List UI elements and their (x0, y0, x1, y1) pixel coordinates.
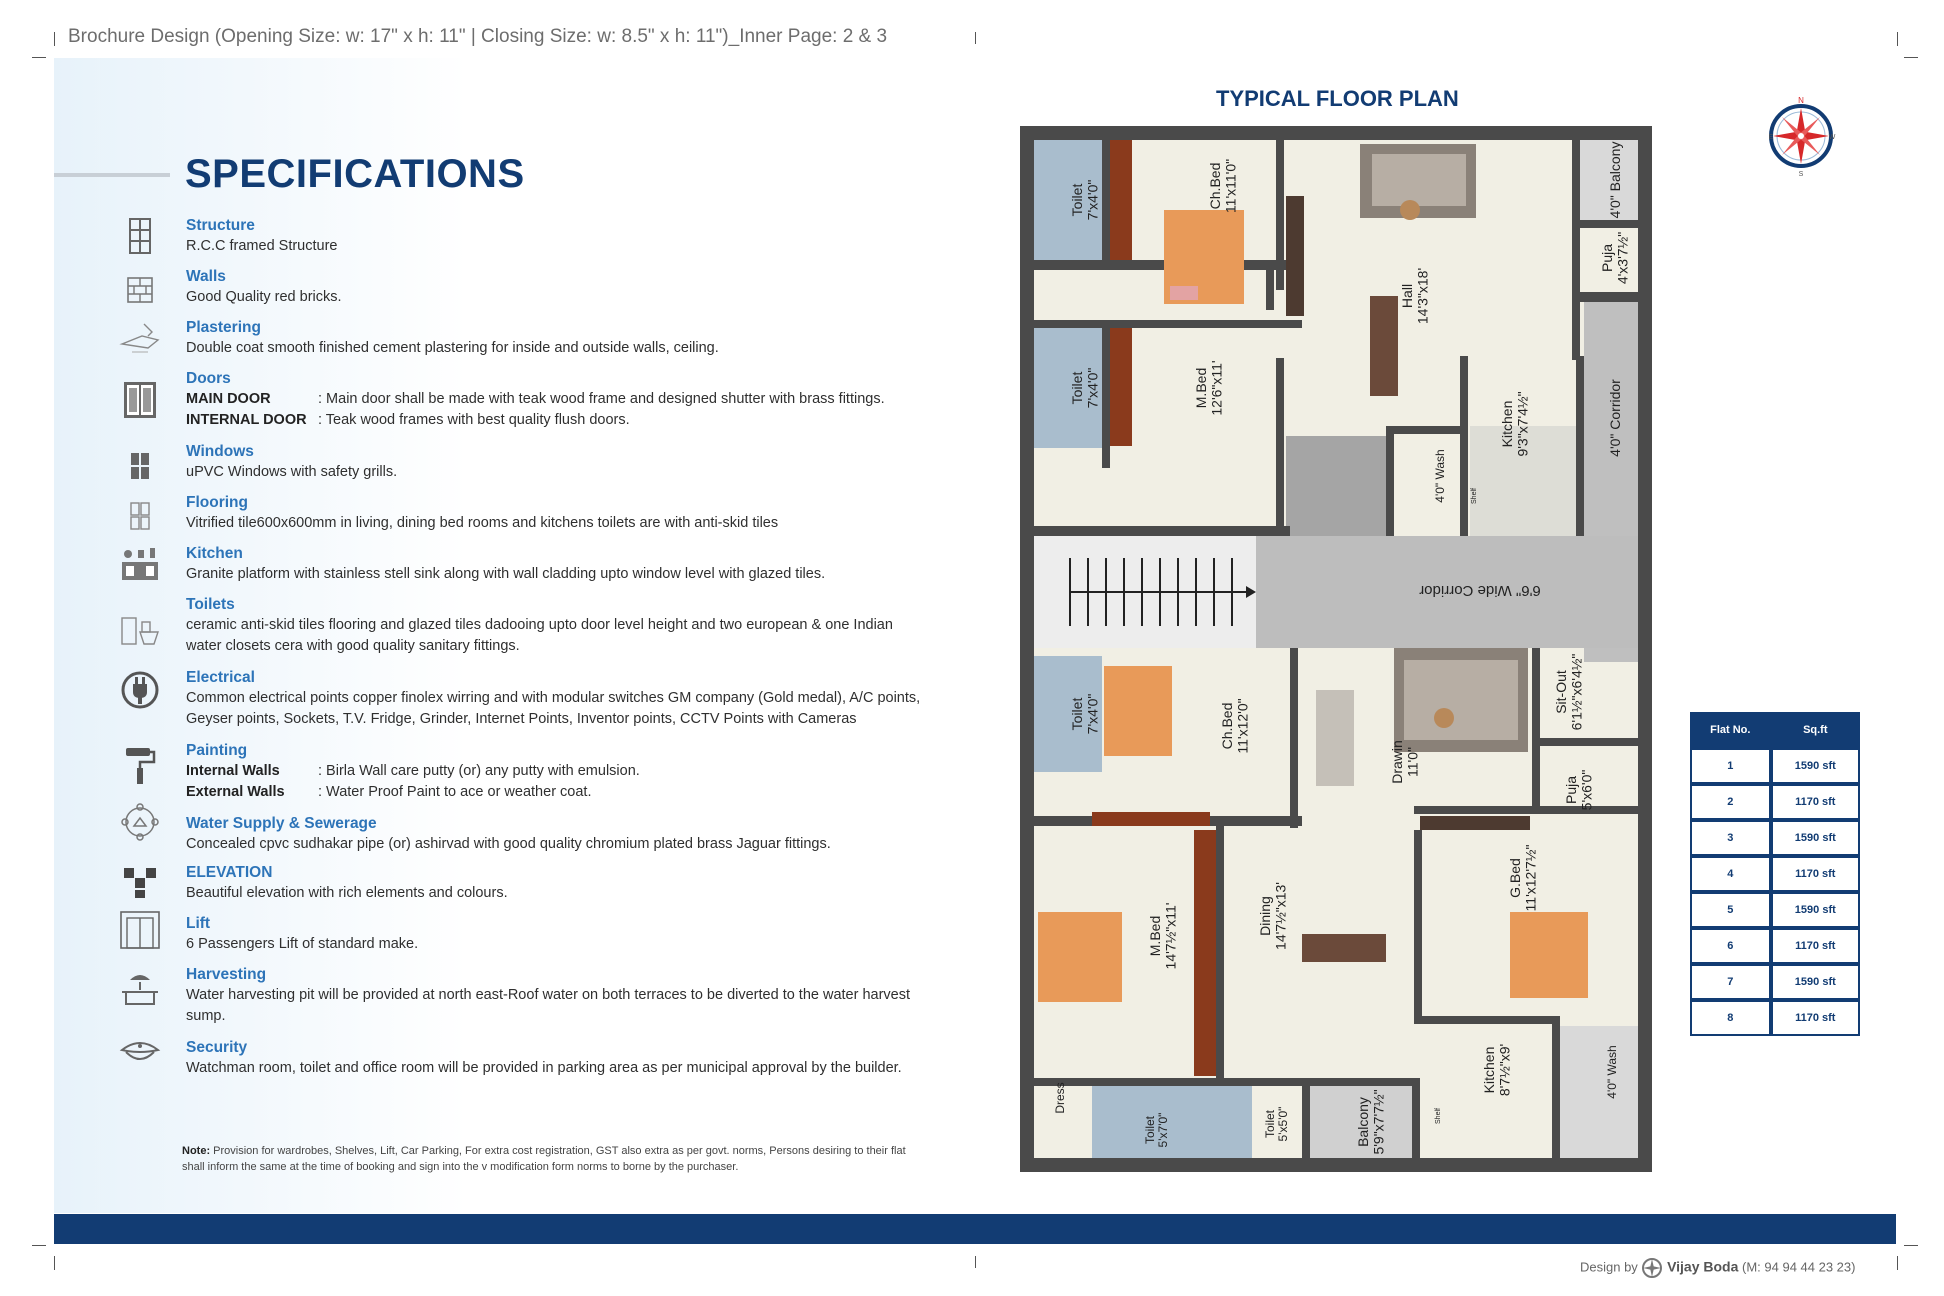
svg-text:Shelf (1435, 1108, 1442, 1124)
flat-no: 3 (1690, 820, 1771, 856)
spec-heading: Water Supply & Sewerage (186, 815, 377, 832)
spec-value: : Water Proof Paint to ace or weather coat. (318, 784, 592, 800)
building-structure-icon (118, 216, 162, 256)
wardrobe (1194, 830, 1216, 1076)
room-label: Dress (1053, 1082, 1067, 1114)
spec-toilets (186, 595, 926, 657)
note-text: Provision for wardrobes, Shelves, Lift, Car Parking, For extra cost registration, GST also extra as per govt. norms, Persons desiring to their flat shall inform the same at the time of booking and sign into the v modification form norms to borne by the purchaser. (182, 1145, 906, 1173)
room-label: M.Bed (1193, 367, 1209, 409)
room-label: 4'0" Balcony (1607, 141, 1623, 219)
table-row (1690, 856, 1860, 892)
spec-text: Concealed cpvc sudhakar pipe (or) ashirvad with good quality chromium plated brass Jaguar fittings. (186, 836, 831, 852)
wardrobe (1110, 140, 1132, 260)
room-label: Shelf (1471, 488, 1478, 504)
svg-text:Toilet7'x4'0" (1069, 694, 1100, 735)
flat-sqft: 1170 sft (1771, 784, 1860, 820)
svg-text:Kitchen8'7½"x9' (1481, 1044, 1512, 1096)
room-label: Drawin (1389, 740, 1405, 784)
spec-structure (186, 216, 926, 257)
spec-heading: Painting (186, 742, 248, 759)
spec-text: Granite platform with stainless stell sink along with wall cladding upto window level with glazed tiles. (186, 566, 826, 582)
room-label: Puja (1563, 775, 1579, 805)
lift-shaft (1286, 436, 1386, 536)
spec-lift (186, 914, 926, 955)
bed (1038, 912, 1122, 1002)
room-toilet (1092, 1086, 1252, 1158)
plaster-trowel-icon (118, 318, 162, 358)
flat-no: 4 (1690, 856, 1771, 892)
compass-e: E (1768, 134, 1774, 141)
spec-label: Internal Walls (186, 763, 280, 779)
spec-heading: Flooring (186, 494, 248, 511)
flat-sqft: 1590 sft (1771, 748, 1860, 784)
spec-label: External Walls (186, 784, 285, 800)
crop-mark (54, 32, 55, 46)
crop-mark (1897, 32, 1898, 46)
spec-text: R.C.C framed Structure (186, 238, 338, 254)
room-label-line: 12'6"x11' (1208, 360, 1225, 416)
room-wash (1560, 1026, 1638, 1158)
spec-security (186, 1038, 926, 1079)
spec-painting (186, 741, 926, 803)
flat-no: 1 (1690, 748, 1771, 784)
toilet-icon (118, 612, 162, 652)
footer-bar (54, 1214, 1896, 1244)
svg-text:Toilet5'x5'0" (1263, 1107, 1290, 1142)
note (182, 1143, 912, 1175)
spec-text: uPVC Windows with safety grills. (186, 464, 398, 480)
room-label-line: 7'x4'0" (1084, 367, 1101, 409)
spec-text: Beautiful elevation with rich elements and colours. (186, 885, 508, 901)
room-label-line: 11'x11'0" (1222, 158, 1239, 214)
spec-text: Vitrified tile600x600mm in living, dining bed rooms and kitchens toilets are with anti-skid tiles (186, 515, 779, 531)
room-label: Shelf (1435, 1108, 1442, 1124)
room-label: 4'0" Wash (1433, 449, 1447, 503)
compass-s: S (1798, 171, 1804, 178)
svg-text:M.Bed12'6"x11' (1193, 360, 1224, 415)
crop-mark (975, 32, 976, 44)
spec-heading: Toilets (186, 596, 235, 613)
spec-electrical (186, 668, 926, 730)
spec-windows (186, 442, 926, 483)
table-row (1690, 1000, 1860, 1036)
designer-phone: (M: 94 94 44 23 23) (1742, 1259, 1856, 1275)
page-caption: Brochure Design (Opening Size: w: 17" x h: 11" | Closing Size: w: 8.5" x h: 11")_Inner Page: 2 & 3 (68, 26, 888, 47)
flat-sqft: 1170 sft (1771, 928, 1860, 964)
compass-n: N (1798, 96, 1804, 105)
kitchen-counter-icon (118, 544, 162, 584)
svg-text:4'0" Wash (1605, 1045, 1619, 1098)
svg-text:4'0" Corridor (1607, 379, 1623, 457)
svg-text:Kitchen9'3"x7'4½" (1499, 391, 1530, 456)
room-label: Puja (1599, 243, 1615, 273)
crop-mark (975, 1256, 976, 1268)
spec-heading: Harvesting (186, 966, 267, 983)
spec-text: ceramic anti-skid tiles flooring and glazed tiles dadooing upto door level height and two european & one Indian water closets cera with good quality sanitary fittings. (186, 617, 893, 654)
room-label-line: 5'x6'0" (1578, 769, 1595, 811)
svg-text:4'0" Wash (1433, 449, 1447, 502)
room-label-line: 9'3"x7'4½" (1514, 391, 1531, 457)
room-label-line: 14'3"x18' (1414, 267, 1431, 325)
sofa-side (1316, 690, 1354, 786)
room-label: Balcony (1355, 1097, 1371, 1147)
title-rule (54, 173, 170, 177)
designer-credit (1580, 1257, 1855, 1279)
elevator-icon (118, 910, 162, 950)
room-label: Dining (1257, 896, 1273, 936)
svg-text:Dress (1053, 1082, 1067, 1113)
room-label: Kitchen (1499, 400, 1515, 448)
dining-table (1370, 296, 1398, 396)
crop-mark (54, 1256, 55, 1270)
spec-heading: Doors (186, 370, 231, 387)
spec-row-internal-door (186, 410, 926, 431)
room-label-line: 7'x4'0" (1084, 179, 1101, 221)
door-icon (118, 380, 162, 420)
dining-table (1302, 934, 1386, 962)
floor-tiles-icon (118, 496, 162, 536)
room-label-line: 6'1½"x6'4½" (1568, 653, 1585, 731)
security-cap-icon (118, 1032, 162, 1072)
room-label-line: 14'7½"x13' (1272, 882, 1289, 950)
spec-elevation (186, 863, 926, 904)
flat-no: 7 (1690, 964, 1771, 1000)
spec-label: MAIN DOOR (186, 391, 271, 407)
flat-sqft: 1170 sft (1771, 856, 1860, 892)
svg-text:4'0" Balcony (1607, 142, 1623, 219)
crop-mark (1904, 1245, 1918, 1246)
flat-area-table (1690, 712, 1860, 1036)
svg-text:Toilet7'x4'0" (1069, 180, 1100, 221)
floor-plan-title: TYPICAL FLOOR PLAN (1216, 86, 1459, 111)
table-row (1690, 820, 1860, 856)
spec-heading: ELEVATION (186, 864, 273, 881)
room-label: 6'6" Wide Corridor (1419, 582, 1541, 599)
tv-unit (1286, 196, 1304, 316)
room-label: Kitchen (1481, 1046, 1497, 1094)
crop-mark (32, 1245, 46, 1246)
flat-sqft: 1590 sft (1771, 892, 1860, 928)
table-header-sqft: Sq.ft (1771, 712, 1860, 748)
spec-value: : Main door shall be made with teak wood frame and designed shutter with brass fittings. (318, 391, 885, 407)
room-label: Toilet (1069, 697, 1085, 731)
power-plug-icon (118, 670, 162, 710)
room-label: 4'0" Wash (1605, 1045, 1619, 1099)
spec-plastering (186, 318, 926, 359)
room-label-line: 11'0" (1404, 747, 1421, 777)
table-row (1690, 784, 1860, 820)
spec-text: 6 Passengers Lift of standard make. (186, 936, 419, 952)
spec-value: : Birla Wall care putty (or) any putty with emulsion. (318, 763, 640, 779)
spec-text: Common electrical points copper finolex wirring and with modular switches GM company (Gold medal), A/C points, Geyser points, Sockets, T.V. Fridge, Grinder, Internet Points, Inventor points, CCTV Points with Cameras (186, 690, 921, 727)
svg-text:Toilet7'x4'0" (1069, 368, 1100, 409)
svg-text:Balcony5'9"x7'7½" (1355, 1089, 1386, 1154)
svg-text:6'6" Wide Corridor (1419, 582, 1541, 599)
tv-unit (1420, 816, 1530, 830)
rain-harvest-icon (118, 970, 162, 1010)
spec-heading: Windows (186, 443, 254, 460)
table-header-flat-no: Flat No. (1690, 712, 1771, 748)
room-label-line: 5'x7'0" (1156, 1112, 1171, 1148)
specifications-title: SPECIFICATIONS (185, 152, 525, 196)
spec-water-supply (186, 814, 926, 855)
compass-w: W (1828, 134, 1836, 141)
room-label: M.Bed (1147, 915, 1163, 957)
flat-no: 5 (1690, 892, 1771, 928)
water-supply-icon (118, 802, 162, 842)
table-row (1690, 928, 1860, 964)
room-label: Toilet (1069, 183, 1085, 217)
flat-sqft: 1590 sft (1771, 820, 1860, 856)
crop-mark (1904, 57, 1918, 58)
elevation-blocks-icon (118, 862, 162, 902)
table-row (1690, 964, 1860, 1000)
spec-heading: Walls (186, 268, 226, 285)
window-icon (118, 446, 162, 486)
room-label-line: 4'x3'7½" (1614, 231, 1631, 285)
flat-no: 6 (1690, 928, 1771, 964)
room-label: G.Bed (1507, 858, 1523, 898)
flat-no: 2 (1690, 784, 1771, 820)
svg-text:Shelf (1471, 488, 1478, 504)
spec-heading: Security (186, 1039, 248, 1056)
bed (1510, 912, 1588, 998)
spec-label: INTERNAL DOOR (186, 412, 307, 428)
wardrobe (1110, 328, 1132, 446)
spec-text: Good Quality red bricks. (186, 289, 342, 305)
room-label: Toilet (1263, 1109, 1277, 1139)
crop-mark (32, 57, 46, 58)
room-label: Sit-Out (1553, 670, 1569, 714)
compass-rose-icon (1768, 94, 1834, 178)
brick-wall-icon (118, 270, 162, 310)
designer-name: Vijay Boda (1667, 1258, 1739, 1275)
designer-logo-icon (1641, 1257, 1663, 1279)
table-row (1690, 748, 1860, 784)
room-label: Ch.Bed (1207, 162, 1223, 210)
room-label-line: 11'x12'7½" (1522, 844, 1539, 912)
room-label: 4'0" Corridor (1607, 379, 1623, 457)
bed (1104, 666, 1172, 756)
svg-text:Toilet5'x7'0" (1143, 1113, 1170, 1148)
wardrobe (1092, 812, 1210, 826)
spec-heading: Kitchen (186, 545, 243, 562)
room-label-line: 5'9"x7'7½" (1370, 1089, 1387, 1155)
room-label-line: 14'7½"x11' (1162, 902, 1179, 970)
room-label-line: 7'x4'0" (1084, 693, 1101, 735)
spec-value: : Teak wood frames with best quality flush doors. (318, 412, 630, 428)
table-row (1690, 892, 1860, 928)
room-label: Toilet (1143, 1115, 1157, 1145)
spec-heading: Lift (186, 915, 211, 932)
spec-row-main-door (186, 389, 926, 410)
flat-sqft: 1590 sft (1771, 964, 1860, 1000)
svg-text:Ch.Bed11'x11'0" (1207, 159, 1238, 213)
svg-text:Ch.Bed11'x12'0" (1219, 698, 1250, 753)
spec-text: Double coat smooth finished cement plastering for inside and outside walls, ceiling. (186, 340, 719, 356)
spec-row-internal-walls (186, 761, 926, 782)
flat-sqft: 1170 sft (1771, 1000, 1860, 1036)
paint-roller-icon (118, 746, 162, 786)
room-label: Toilet (1069, 371, 1085, 405)
spec-heading: Structure (186, 217, 255, 234)
spec-flooring (186, 493, 926, 534)
spec-heading: Electrical (186, 669, 255, 686)
crop-mark (1897, 1256, 1898, 1270)
room-label-line: 11'x12'0" (1234, 698, 1251, 754)
room-label-line: 8'7½"x9' (1496, 1043, 1513, 1097)
room-label: Hall (1399, 283, 1415, 309)
floor-plan (1020, 126, 1652, 1172)
spec-walls (186, 267, 926, 308)
note-label: Note: (182, 1145, 211, 1157)
flat-no: 8 (1690, 1000, 1771, 1036)
room-label-line: 5'x5'0" (1276, 1106, 1291, 1142)
spec-text: Water harvesting pit will be provided at north east-Roof water on both terraces to be diverted to the water harvest sump. (186, 987, 911, 1024)
spec-text: Watchman room, toilet and office room will be provided in parking area as per municipal approval by the builder. (186, 1060, 902, 1076)
spec-row-external-walls (186, 782, 926, 803)
design-by-label: Design by (1580, 1259, 1638, 1275)
spec-heading: Plastering (186, 319, 261, 336)
spec-harvesting (186, 965, 926, 1027)
spec-doors (186, 369, 926, 431)
room-label: Ch.Bed (1219, 702, 1235, 750)
spec-kitchen (186, 544, 926, 585)
